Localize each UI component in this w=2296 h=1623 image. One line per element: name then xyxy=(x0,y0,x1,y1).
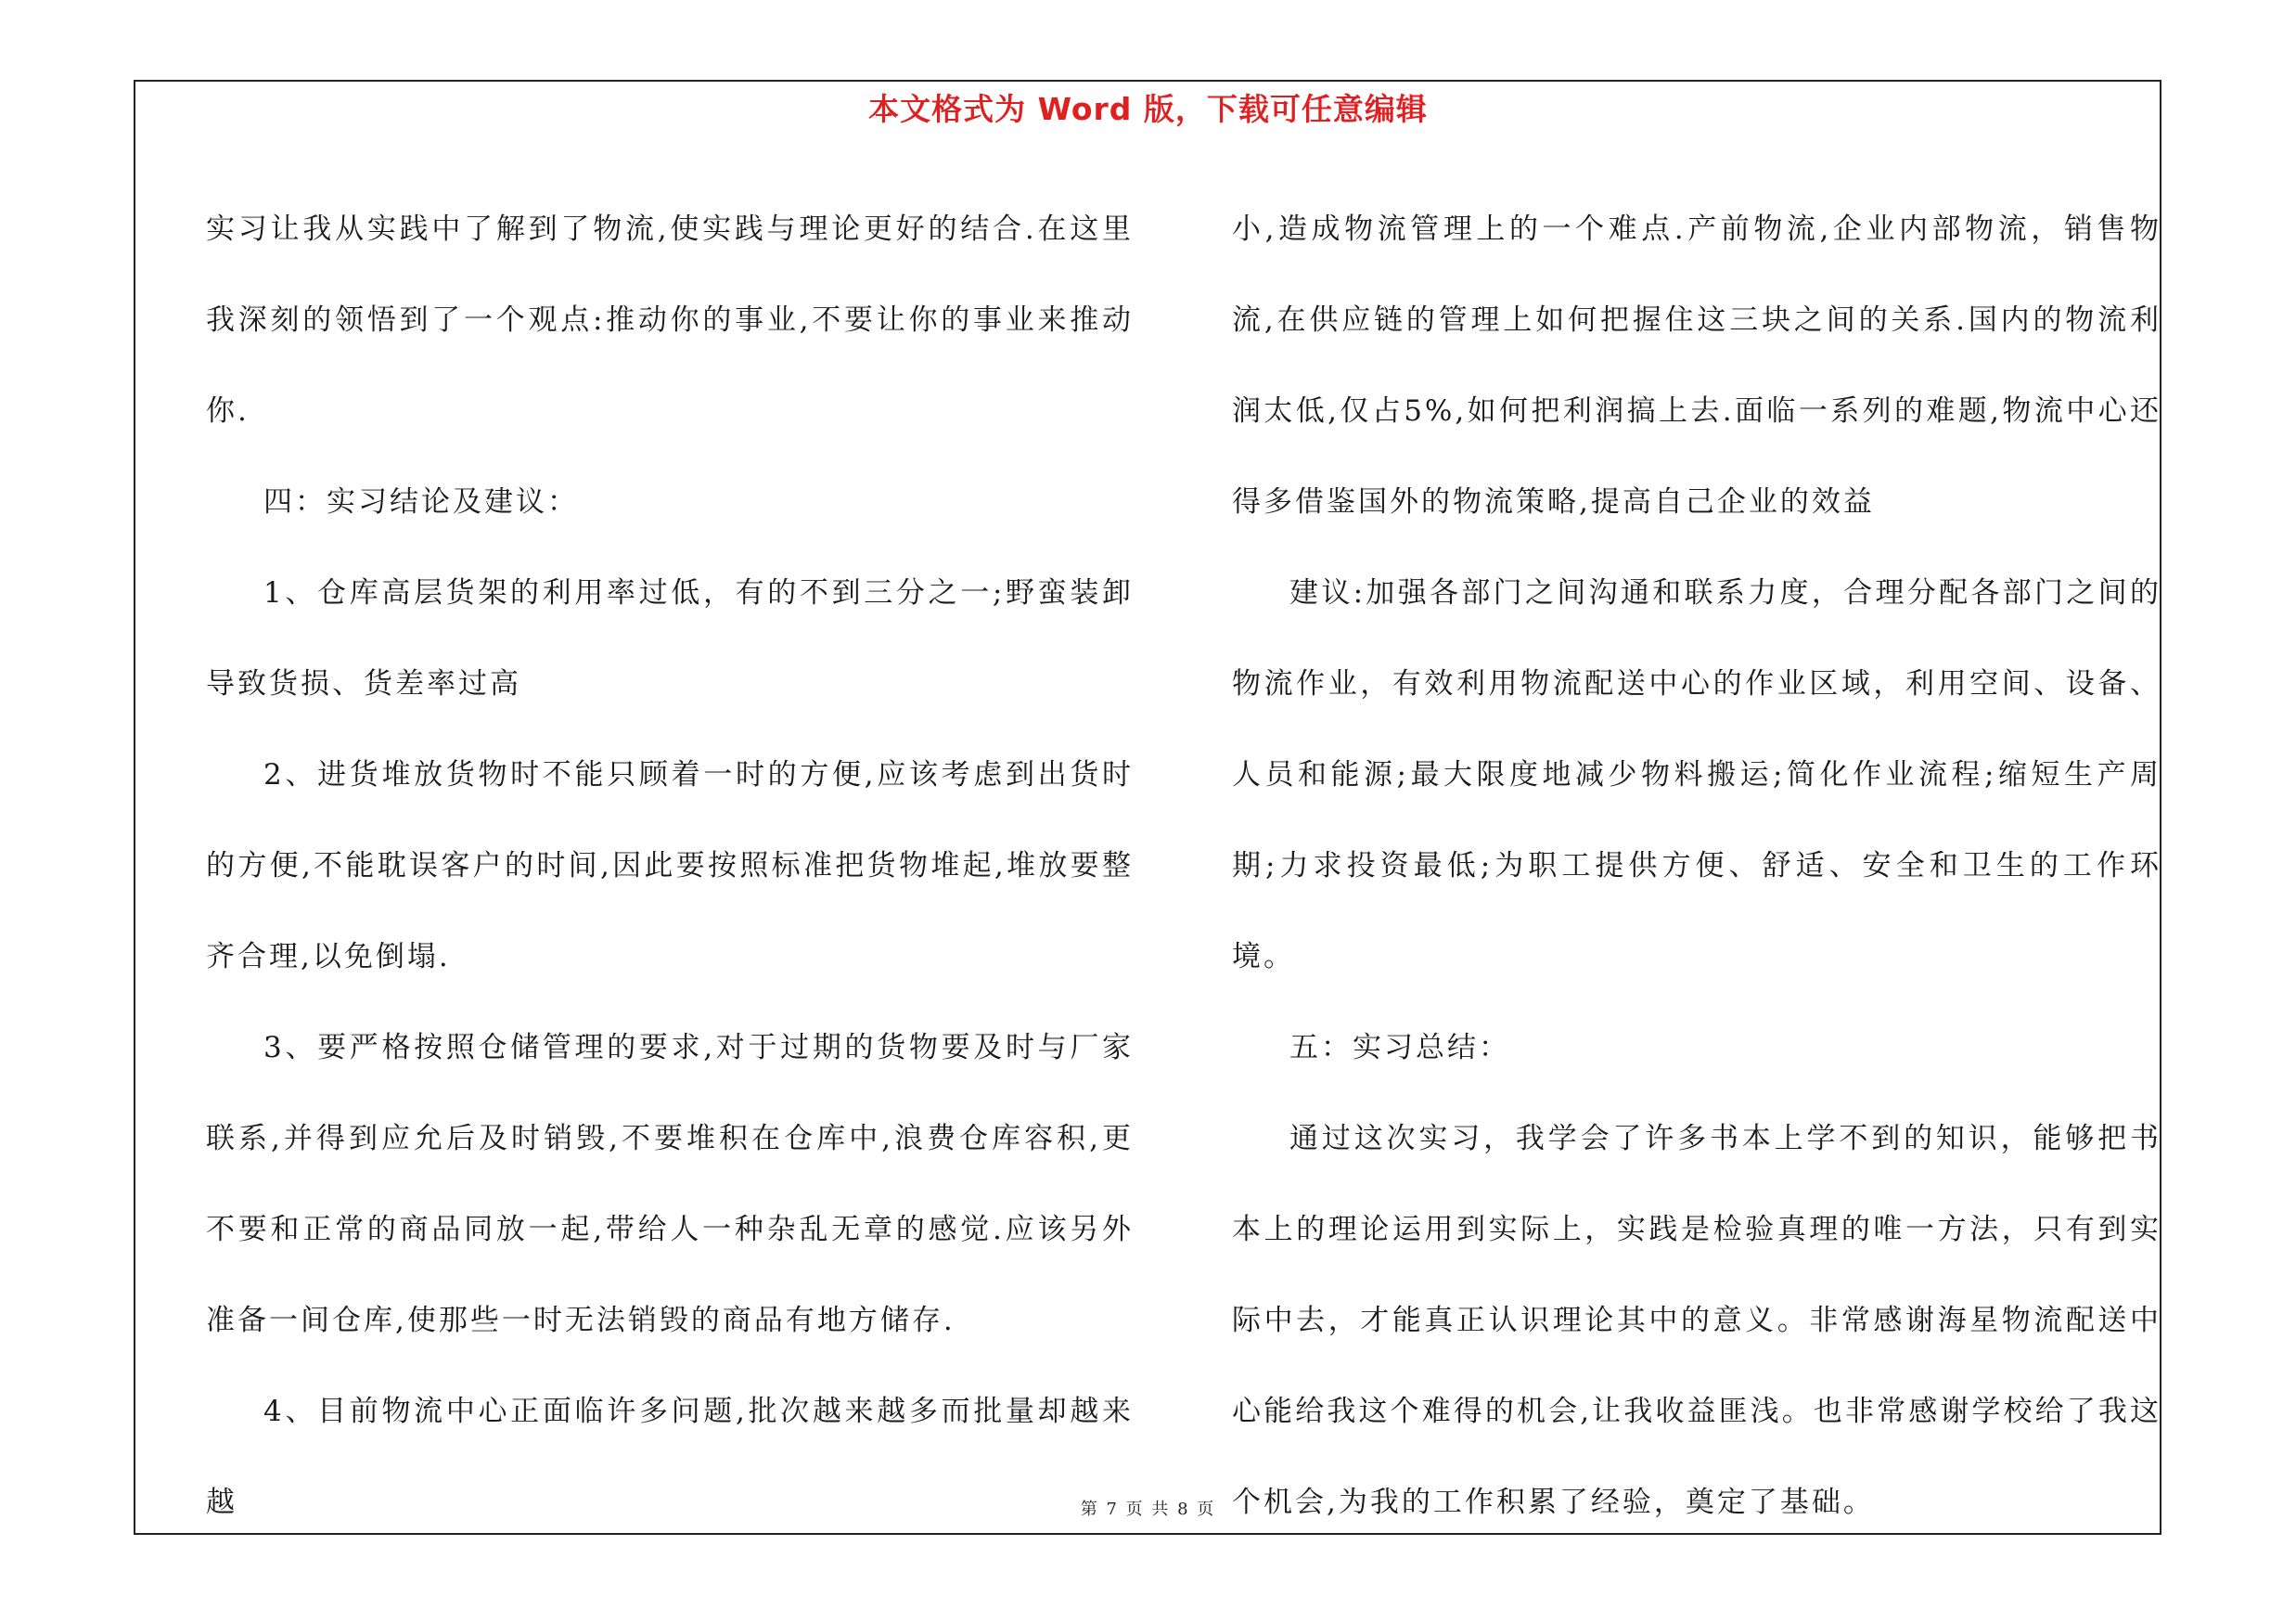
paragraph: 四：实习结论及建议： xyxy=(263,485,579,519)
paragraph: 小,造成物流管理上的一个难点.产前物流,企业内部物流，销售物流,在供应链的管理上如何把握住这三块之间的关系.国内的物流利润太低,仅占5%,如何把利润搞上去.面临一系列的难题,物流中心还得多借鉴国外的物流策略,提高自己企业的效益 xyxy=(1232,213,2161,519)
paragraph: 通过这次实习，我学会了许多书本上学不到的知识，能够把书本上的理论运用到实际上，实践是检验真理的唯一方法，只有到实际中去，才能真正认识理论其中的意义。非常感谢海星物流配送中心能给我这个难得的机会,让我收益匪浅。也非常感谢学校给了我这个机会,为我的工作积累了经验，奠定了基础。 xyxy=(1232,1122,2161,1519)
paragraph: 建议:加强各部门之间沟通和联系力度，合理分配各部门之间的物流作业，有效利用物流配送中心的作业区域，利用空间、设备、人员和能源;最大限度地减少物料搬运;简化作业流程;缩短生产周期;力求投资最低;为职工提供方便、舒适、安全和卫生的工作环境。 xyxy=(1232,576,2161,973)
paragraph: 1、仓库高层货架的利用率过低，有的不到三分之一;野蛮装卸导致货损、货差率过高 xyxy=(206,576,1134,701)
left-column xyxy=(206,184,1134,1548)
right-column xyxy=(1232,184,2161,1548)
paragraph: 3、要严格按照仓储管理的要求,对于过期的货物要及时与厂家联系,并得到应允后及时销毁,不要堆积在仓库中,浪费仓库容积,更不要和正常的商品同放一起,带给人一种杂乱无章的感觉.应该另外准备一间仓库,使那些一时无法销毁的商品有地方储存. xyxy=(206,1031,1134,1337)
paragraph: 五：实习总结： xyxy=(1289,1031,1510,1064)
page-number-footer: 第 7 页 共 8 页 xyxy=(1080,1500,1216,1519)
paragraph: 实习让我从实践中了解到了物流,使实践与理论更好的结合.在这里我深刻的领悟到了一个观点:推动你的事业,不要让你的事业来推动你. xyxy=(206,213,1134,428)
paragraph: 2、进货堆放货物时不能只顾着一时的方便,应该考虑到出货时的方便,不能耽误客户的时间,因此要按照标准把货物堆起,堆放要整齐合理,以免倒塌. xyxy=(206,758,1134,973)
format-banner: 本文格式为 Word 版，下载可任意编辑 xyxy=(868,91,1428,127)
paragraph: 4、目前物流中心正面临许多问题,批次越来越多而批量却越来越 xyxy=(206,1395,1134,1519)
